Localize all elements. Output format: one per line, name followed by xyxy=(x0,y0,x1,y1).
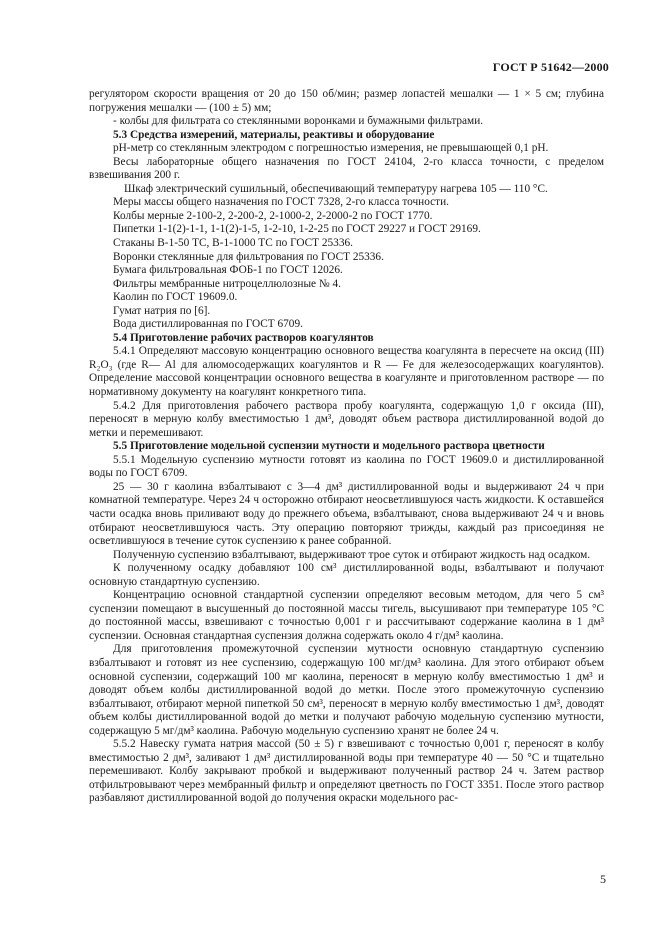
paragraph: 5.5.2 Навеску гумата натрия массой (50 ± 5) г взвешивают с точностью 0,001 г, переносят в колбу вместимостью 2 дм³, заливают 1 дм³ дистиллированной воды при температуре 40 — 50 °С и тщательно перемешивают. Колбу закрывают пробкой и выдерживают полученный раствор 24 ч. Затем раствор отфильтровывают через мембранный фильтр и определяют цветность по ГОСТ 3351. После этого раствор разбавляют дистиллированной водой до получения окраски модельного рас- xyxy=(89,738,604,805)
paragraph: 5.5.1 Модельную суспензию мутности готовят из каолина по ГОСТ 19609.0 и дистиллированной воды по ГОСТ 6709. xyxy=(89,453,604,480)
paragraph: pH-метр со стеклянным электродом с погрешностью измерения, не превышающей 0,1 pH. xyxy=(113,142,549,155)
paragraph: - колбы для фильтрата со стеклянными воронками и бумажными фильтрами. xyxy=(113,115,484,128)
paragraph: 25 — 30 г каолина взбалтывают с 3—4 дм³ дистиллированной воды и выдерживают 24 ч при комнатной температуре. Через 24 ч осторожно отбирают неосветлившуюся часть жидкости. К оставшейся части осадка вновь приливают воду до прежнего объема, взбалтывают, снова выдерживают 24 ч и вновь отбирают неосветлившуюся часть. Эту операцию повторяют трижды, каждый раз присоединяя не осветлившуюся в течение суток суспензию к ранее собранной. xyxy=(89,480,604,548)
paragraph: Стаканы В-1-50 ТС, В-1-1000 ТС по ГОСТ 25336. xyxy=(113,237,353,250)
paragraph: Пипетки 1-1(2)-1-1, 1-1(2)-1-5, 1-2-10, 1-2-25 по ГОСТ 29227 и ГОСТ 29169. xyxy=(113,223,481,236)
paragraph: Полученную суспензию взбалтывают, выдерживают трое суток и отбирают жидкость над осадком. xyxy=(113,548,591,561)
paragraph: Колбы мерные 2-100-2, 2-200-2, 2-1000-2, 2-2000-2 по ГОСТ 1770. xyxy=(113,209,433,222)
paragraph: Бумага фильтровальная ФОБ-1 по ГОСТ 12026. xyxy=(113,264,343,277)
paragraph: Вода дистиллированная по ГОСТ 6709. xyxy=(113,318,303,331)
page-number: 5 xyxy=(600,872,606,886)
paragraph: Шкаф электрический сушильный, обеспечивающий температуру нагрева 105 — 110 °С. xyxy=(124,182,548,195)
paragraph: 5.4.2 Для приготовления рабочего раствора пробу коагулянта, содержащую 1,0 г оксида (III), переносят в мерную колбу вместимостью 1 дм³, доводят объем раствора дистиллированной водой до метки и перемешивают. xyxy=(89,399,604,439)
standard-header: ГОСТ Р 51642—2000 xyxy=(492,60,609,74)
paragraph: Весы лабораторные общего назначения по ГОСТ 24104, 2-го класса точности, с пределом взвешивания 200 г. xyxy=(89,155,604,182)
paragraph: Концентрацию основной стандартной суспензии определяют весовым методом, для чего 5 см³ суспензии помещают в высушенный до постоянной массы тигель, высушивают при температуре 105 °С до постоянной массы, взвешивают с точностью 0,001 г и рассчитывают содержание каолина в 1 дм³ суспензии. Основная стандартная суспензия должна содержать около 4 г/дм³ каолина. xyxy=(89,589,604,642)
paragraph: Гумат натрия по [6]. xyxy=(113,304,211,317)
paragraph: Воронки стеклянные для фильтрования по ГОСТ 25336. xyxy=(113,250,384,263)
paragraph: Для приготовления промежуточной суспензии мутности основную стандартную суспензию взбалтывают и готовят из нее суспензию, содержащую 100 мг/дм³ каолина. Для этого отбирают объем основной суспензии, содержащий 100 мг каолина, переносят в мерную колбу вместимостью 1 дм³ и доводят объем колбы дистиллированной водой до метки. После этого промежуточную суспензию взбалтывают, отбирают мерной пипеткой 50 см³, переносят в мерную колбу вместимостью 1 дм³, доводят объем колбы дистиллированной водой до метки и получают рабочую модельную суспензию мутности, содержащую 5 мг/дм³ каолина. Рабочую модельную суспензию хранят не более 24 ч. xyxy=(89,643,604,737)
paragraph: Меры массы общего назначения по ГОСТ 7328, 2-го класса точности. xyxy=(113,196,449,209)
section-heading: 5.5 Приготовление модельной суспензии мутности и модельного раствора цветности xyxy=(113,440,545,453)
paragraph: Фильтры мембранные нитроцеллюлозные № 4. xyxy=(113,277,341,290)
paragraph: регулятором скорости вращения от 20 до 150 об/мин; размер лопастей мешалки — 1 × 5 см; глубина погружения мешалки — (100 ± 5) мм; xyxy=(89,88,604,114)
paragraph: 5.4.1 Определяют массовую концентрацию основного вещества коагулянта в пересчете на оксид (III) R₂O₃ (где R— Al для алюмосодержащих коагулянтов и R — Fe для железосодержащих коагулянтов). Определение массовой концентрации основного вещества в коагулянте и приготовленном растворе — по нормативному документу на коагулянт конкретного типа. xyxy=(89,345,604,399)
paragraph: Каолин по ГОСТ 19609.0. xyxy=(113,291,238,304)
section-heading: 5.4 Приготовление рабочих растворов коагулянтов xyxy=(113,331,374,344)
paragraph: К полученному осадку добавляют 100 см³ дистиллированной воды, взбалтывают и получают основную стандартную суспензию. xyxy=(89,562,604,588)
section-heading: 5.3 Средства измерений, материалы, реактивы и оборудование xyxy=(113,128,435,141)
document-body xyxy=(89,88,604,806)
